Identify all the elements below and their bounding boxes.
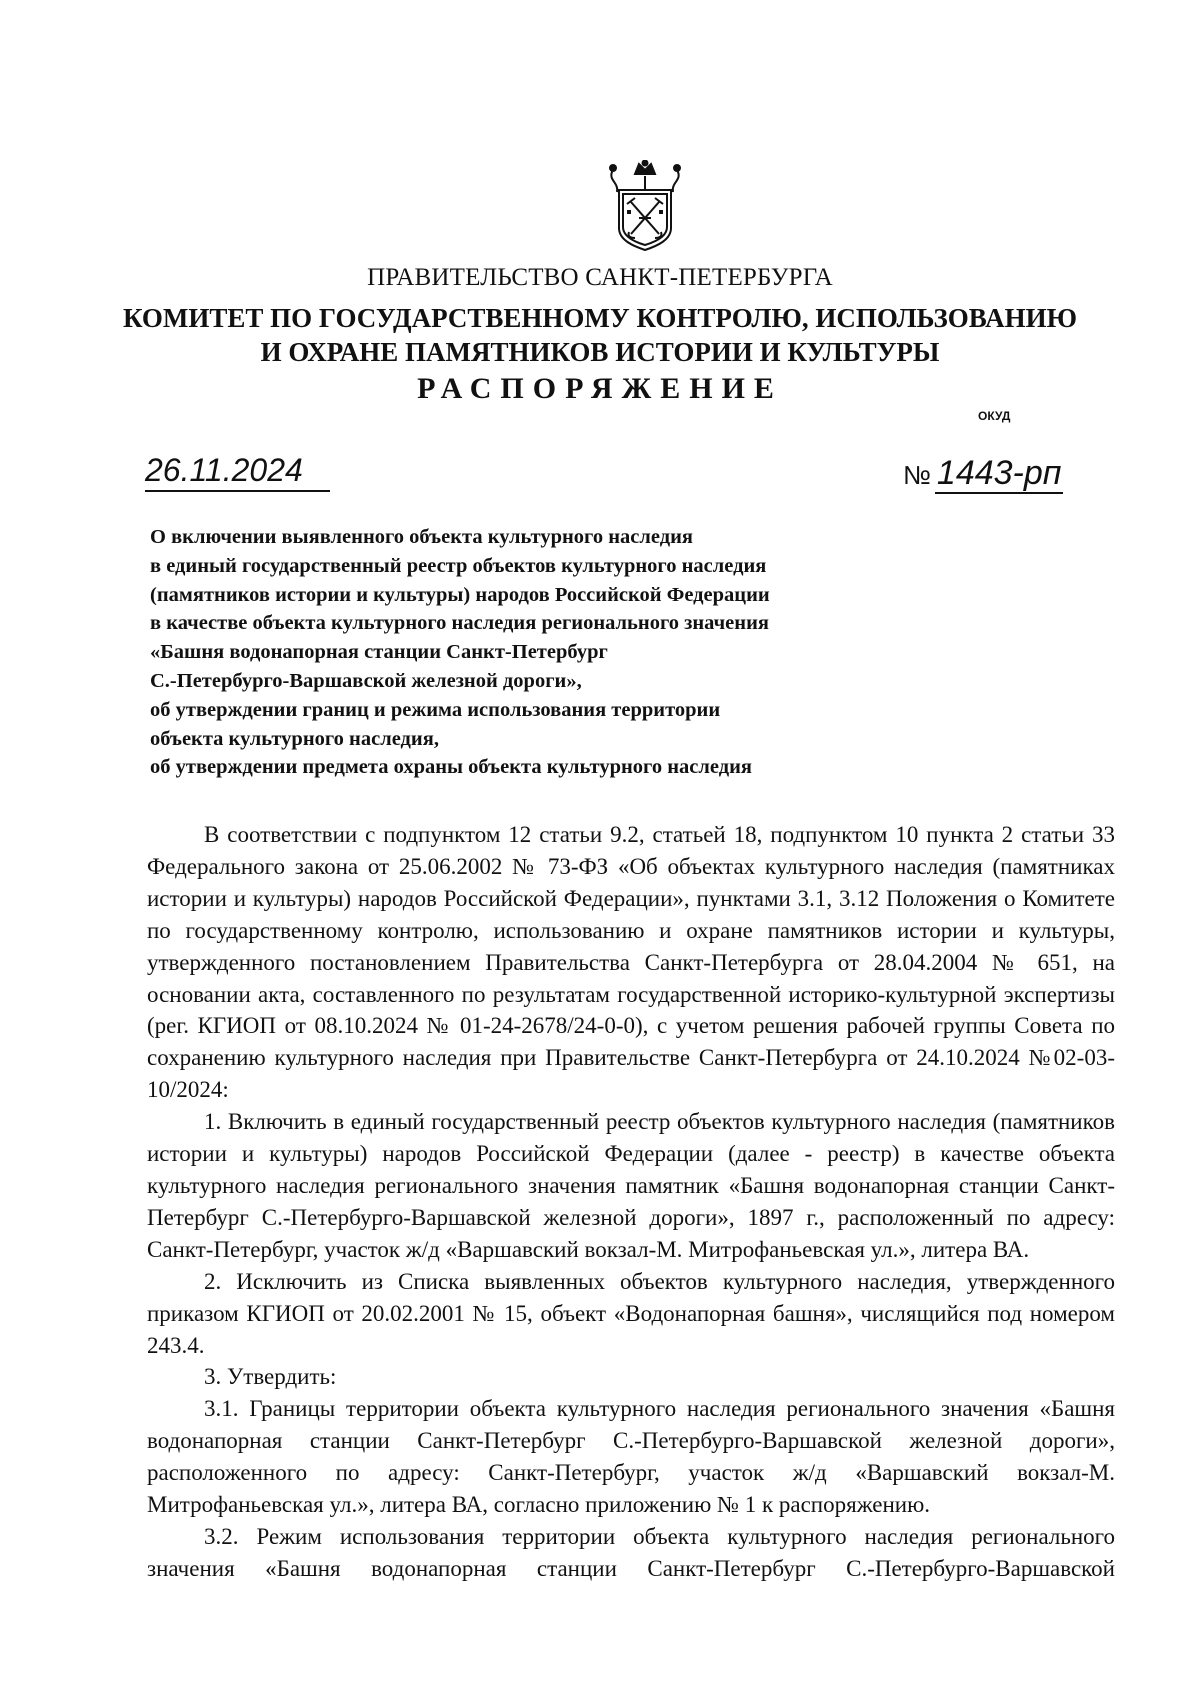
body-paragraph-item-3-2: 3.2. Режим использования территории объекта культурного наследия регионального значения «Башня водонапорная станции Санкт-Петербург С.-Петербурго-Варшавской [147, 1523, 1115, 1581]
committee-name-line-2: И ОХРАНЕ ПАМЯТНИКОВ ИСТОРИИ И КУЛЬТУРЫ [260, 337, 940, 367]
title-line: объекта культурного наследия, [150, 727, 439, 750]
document-body [147, 819, 1115, 1585]
body-paragraph-preamble: В соответствии с подпунктом 12 статьи 9.2, статьей 18, подпунктом 10 пункта 2 статьи 33 Федерального закона от 25.06.2002 № 73-ФЗ «Об объектах культурного наследия (памятниках истории и культуры) народов Российской Федерации», пунктами 3.1, 3.12 Положения о Комитете по государственному контролю, использованию и охране памятников истории и культуры, утвержденного постановлением Правительства Санкт-Петербурга от 28.04.2004 № 651, на основании акта, составленного по результатам государственной историко-культурной экспертизы (рег. КГИОП от 08.10.2024 № 01-24-2678/24-0-0), с учетом решения рабочей группы Совета по сохранению культурного наследия при Правительстве Санкт-Петербурга от 24.10.2024 №02-03-10/2024: [147, 822, 1115, 1103]
title-line: О включении выявленного объекта культурного наследия [150, 526, 693, 548]
document-title [150, 523, 950, 782]
body-paragraph-item-3: 3. Утвердить: [204, 1364, 337, 1390]
committee-name-line-1: КОМИТЕТ ПО ГОСУДАРСТВЕННОМУ КОНТРОЛЮ, ИСПОЛЬЗОВАНИЮ [123, 303, 1077, 333]
title-line: С.-Петербурго-Варшавской железной дороги», [150, 669, 582, 692]
document-date: 26.11.2024 [145, 452, 330, 492]
title-line: в единый государственный реестр объектов культурного наследия [150, 554, 767, 577]
committee-name [0, 301, 1200, 369]
number-sign: № [903, 460, 931, 490]
title-line: об утверждении предмета охраны объекта культурного наследия [150, 756, 752, 779]
coat-of-arms-icon [605, 160, 685, 252]
body-paragraph-item-3-1: 3.1. Границы территории объекта культурного наследия регионального значения «Башня водонапорная станции Санкт-Петербург С.-Петербурго-Варшавской железной дороги», расположенного по адресу: Санкт-Петербург, участок ж/д «Варшавский вокзал-М. Митрофаньевская ул.», литера ВА, согласно приложению № 1 к распоряжению. [147, 1396, 1115, 1518]
document-type: РАСПОРЯЖЕНИЕ [417, 372, 783, 405]
document-number: 1443-рп [936, 454, 1062, 492]
document-number-block [903, 454, 1081, 493]
title-line: об утверждении границ и режима использования территории [150, 698, 721, 721]
government-name: ПРАВИТЕЛЬСТВО САНКТ-ПЕТЕРБУРГА [367, 264, 833, 291]
okud-label: ОКУД [978, 409, 1011, 423]
body-paragraph-item-1: 1. Включить в единый государственный реестр объектов культурного наследия (памятников истории и культуры) народов Российской Федерации (далее - реестр) в качестве объекта культурного наследия регионального значения памятник «Башня водонапорная станции Санкт-Петербург С.-Петербурго-Варшавской железной дороги», 1897 г., расположенный по адресу: Санкт-Петербург, участок ж/д «Варшавский вокзал-М. Митрофаньевская ул.», литера ВА. [147, 1109, 1115, 1262]
title-line: в качестве объекта культурного наследия регионального значения [150, 612, 769, 635]
title-line: «Башня водонапорная станции Санкт-Петербург [150, 641, 608, 664]
title-line: (памятников истории и культуры) народов Российской Федерации [150, 583, 770, 606]
body-paragraph-item-2: 2. Исключить из Списка выявленных объектов культурного наследия, утвержденного приказом КГИОП от 20.02.2001 № 15, объект «Водонапорная башня», числящийся под номером 243.4. [147, 1268, 1115, 1358]
